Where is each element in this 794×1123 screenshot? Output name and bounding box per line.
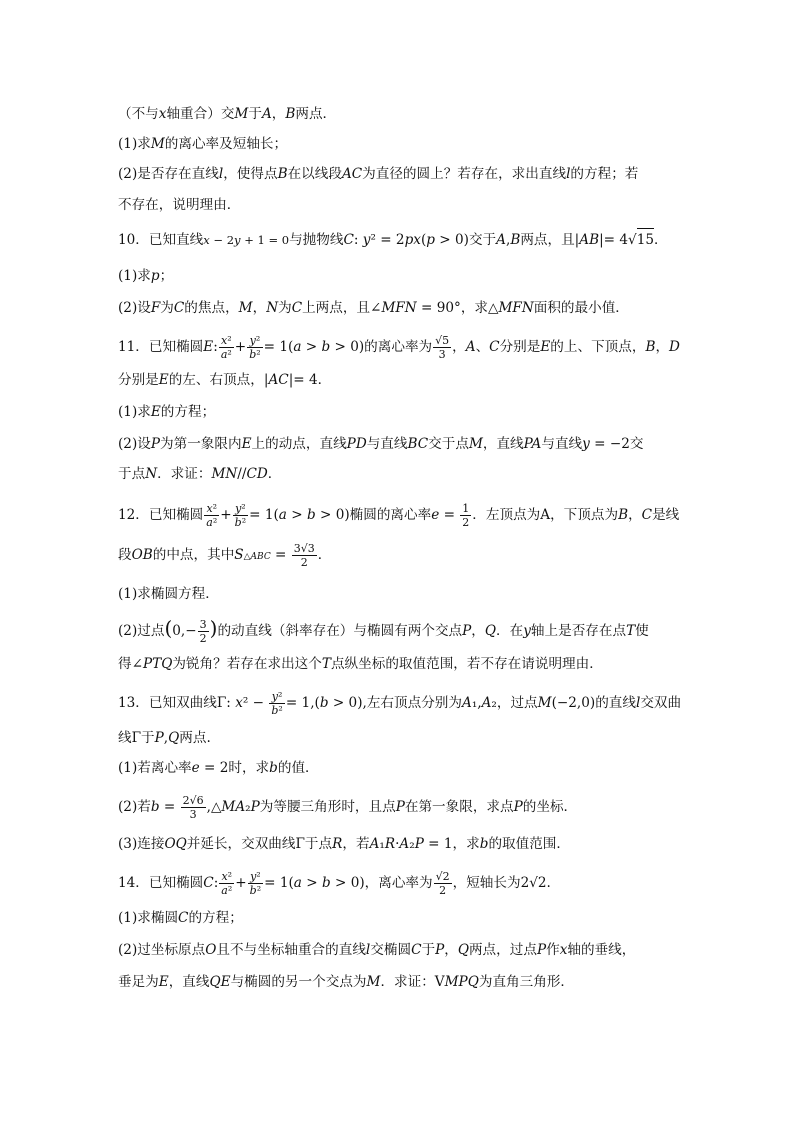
text-line: (1)求椭圆C的方程； <box>118 910 243 926</box>
text-line: (2)设F为C的焦点，M，N为C上两点，且∠MFN = 90°，求△MFN面积的最小值． <box>118 300 629 316</box>
text-line: (1)若离心率e = 2时，求b的值． <box>118 760 319 776</box>
text-line: (2)是否存在直线l，使得点B在以线段AC为直径的圆上？若存在，求出直线l的方程；若 <box>118 166 639 182</box>
text-line: 垂足为E，直线QE与椭圆的另一个交点为M．求证：VMPQ为直角三角形． <box>118 974 575 990</box>
text-line: (1)求M的离心率及短轴长； <box>118 136 288 152</box>
text-line: (1)求椭圆方程． <box>118 586 219 602</box>
problem-14: 14．已知椭圆C: $\frac{\text{x²}}{\text{a²}}$ + $\frac{\text{y²}}{\text{b²}}$ = 1(a > b > 0)，离心率为 $\frac{√2}{2}$ ，短轴长为2√2. <box>118 870 551 897</box>
text-line: (2)设P为第一象限内E上的动点，直线PD与直线BC交于点M，直线PA与直线y = −2交 <box>118 436 644 452</box>
text-line: 分别是E的左、右顶点，|AC|= 4． <box>118 372 332 388</box>
text-line: (2)过点(0,− $\frac{3}{2}$ )的动直线（斜率存在）与椭圆有两个交点P，Q．在y轴上是否存在点T使 <box>118 616 649 645</box>
text-line: (1)求E的方程； <box>118 404 216 420</box>
text-line: (2)过坐标原点O且不与坐标轴重合的直线l交椭圆C于P，Q两点，过点P作x轴的垂线， <box>118 942 636 958</box>
text-line: 不存在，说明理由． <box>118 197 241 213</box>
text-line: （不与x轴重合）交M于A，B两点． <box>118 106 337 122</box>
problem-10: 10．已知直线x − 2y + 1 = 0与抛物线C: y² = 2px(p > 0)交于A,B两点，且|AB|= 4√15． <box>118 232 668 248</box>
text-line: (1)求p； <box>118 268 174 284</box>
problem-11: 11．已知椭圆E: $\frac{\text{x²}}{\text{a²}}$ + $\frac{\text{y²}}{\text{b²}}$ = 1(a > b > 0)的离心率为 $\frac{√5}{3}$ ，A、C分别是E的上、下顶点，B，D <box>118 334 680 361</box>
problem-13: 13．已知双曲线Γ: x² − $\frac{\text{y²}}{\text{b²}}$ = 1,(b > 0),左右顶点分别为A₁,A₂，过点M(−2,0)的直线l交双曲 <box>118 690 682 717</box>
text-line: 得∠PTQ为锐角？若存在求出这个T点纵坐标的取值范围，若不存在请说明理由． <box>118 656 603 672</box>
text-line: (3)连接OQ并延长，交双曲线Γ于点R，若A₁R·A₂P = 1，求b的取值范围． <box>118 836 570 852</box>
text-line: 线Γ于P,Q两点. <box>118 730 211 746</box>
text-line: (2)若b = $\frac{2√6}{3}$ ,△MA₂P为等腰三角形时，且点P在第一象限，求点P的坐标． <box>118 794 578 821</box>
text-line: 于点N．求证：MN//CD． <box>118 466 282 482</box>
problem-12: 12．已知椭圆 $\frac{\text{x²}}{\text{a²}}$ + $\frac{\text{y²}}{\text{b²}}$ = 1(a > b > 0)椭圆的离心率e = $\frac{1}{2}$ ．左顶点为A，下顶点为B，C是线 <box>118 502 680 529</box>
text-line: 段OB的中点，其中S△ABC = $\frac{3√3}{2}$ ． <box>118 542 332 569</box>
